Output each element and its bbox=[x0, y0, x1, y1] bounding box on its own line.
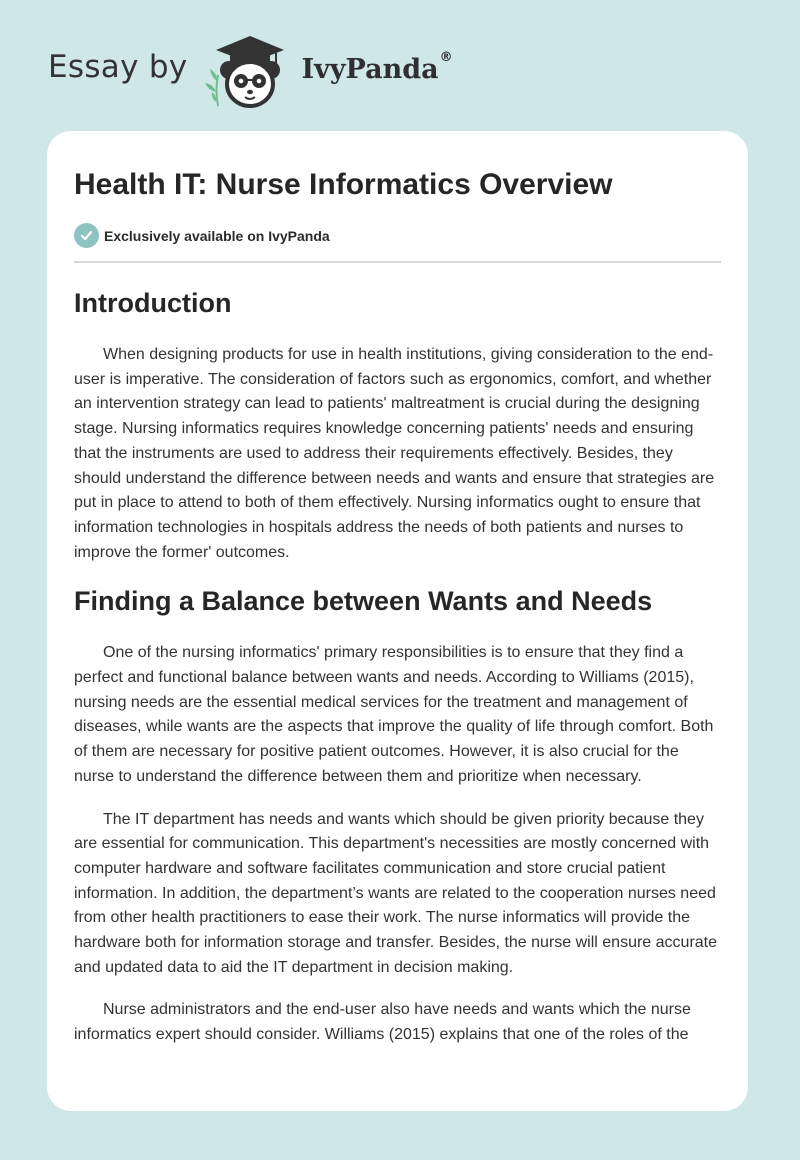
section-balance bbox=[74, 583, 721, 1048]
registered-mark: ® bbox=[439, 49, 453, 65]
brand-prefix: Essay by bbox=[48, 49, 188, 85]
checkmark-icon bbox=[74, 223, 99, 248]
exclusive-badge-label: Exclusively available on IvyPanda bbox=[104, 227, 330, 244]
paragraph: When designing products for use in health institutions, giving consideration to the end-user is imperative. The consideration of factors such as ergonomics, comfort, and whether an intervention strategy can lead to patients' maltreatment is crucial during the designing stage. Nursing informatics requires knowledge concerning patients' needs and ensuring that the instruments are used to address their requirements effectively. Besides, they should understand the difference between needs and wants and ensure that strategies are put in place to attend to both of them effectively. Nursing informatics ought to ensure that information technologies in hospitals address the needs of both patients and nurses to improve the former' outcomes. bbox=[74, 346, 715, 561]
brand-header bbox=[48, 30, 453, 110]
paragraph: The IT department has needs and wants which should be given priority because they are essential for communication. This department's necessities are mostly concerned with computer hardware and software facilitates communication and store crucial patient information. In addition, the department’s wants are related to the cooperation nurses need from other health practitioners to ease their work. The nurse informatics will provide the hardware both for information storage and transfer. Besides, the nurse will ensure accurate and updated data to aid the IT department in decision making. bbox=[74, 810, 718, 976]
title-divider bbox=[74, 261, 721, 263]
exclusive-badge bbox=[74, 223, 721, 248]
page-title: Health IT: Nurse Informatics Overview bbox=[74, 168, 613, 201]
brand-name: IvyPanda® bbox=[301, 49, 453, 85]
panda-logo-icon bbox=[202, 30, 298, 110]
paragraph: Nurse administrators and the end-user also have needs and wants which the nurse informatics expert should consider. Williams (2015) explains that one of the roles of the bbox=[74, 1001, 691, 1044]
paragraph: One of the nursing informatics' primary responsibilities is to ensure that they find a perfect and functional balance between wants and needs. According to Williams (2015), nursing needs are the essential medical services for the treatment and management of diseases, while wants are the aspects that improve the quality of life through comfort. Both of them are necessary for positive patient outcomes. However, it is also crucial for the nurse to understand the difference between them and prioritize when necessary. bbox=[74, 644, 714, 785]
section-heading: Introduction bbox=[74, 288, 232, 318]
essay-card bbox=[47, 131, 748, 1111]
section-heading: Finding a Balance between Wants and Needs bbox=[74, 586, 653, 617]
section-introduction bbox=[74, 285, 721, 565]
